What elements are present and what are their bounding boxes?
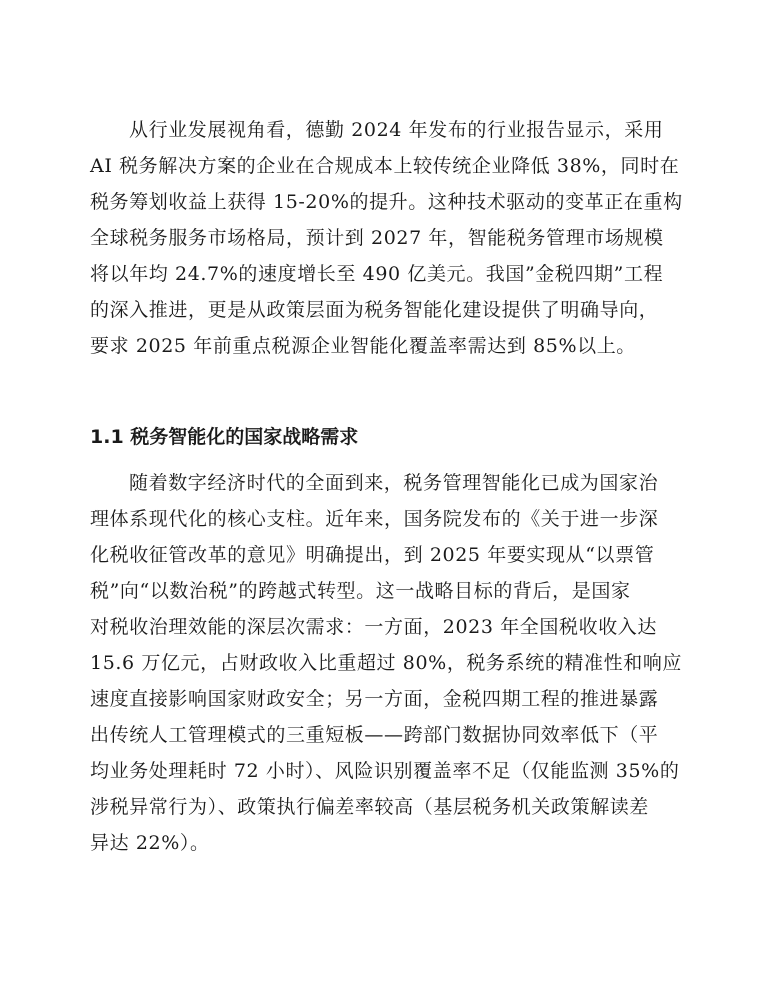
paragraph-2-line: 理体系现代化的核心支柱。近年来，国务院发布的《关于进一步深 [90,508,659,530]
paragraph-2-line: 随着数字经济时代的全面到来，税务管理智能化已成为国家治 [129,472,659,494]
paragraph-2-line: 均业务处理耗时 72 小时）、风险识别覆盖率不足（仅能监测 35%的 [90,760,680,782]
paragraph-2-line: 异达 22%）。 [90,832,210,854]
paragraph-2-line: 15.6 万亿元，占财政收入比重超过 80%，税务系统的精准性和响应 [90,652,683,674]
paragraph-1-line: 从行业发展视角看，德勤 2024 年发布的行业报告显示，采用 [129,119,664,141]
paragraph-1-line: 全球税务服务市场格局，预计到 2027 年，智能税务管理市场规模 [90,227,664,249]
paragraph-2-line: 对税收治理效能的深层次需求：一方面，2023 年全国税收收入达 [90,616,657,638]
paragraph-2-line: 涉税异常行为）、政策执行偏差率较高（基层税务机关政策解读差 [90,796,649,818]
paragraph-2-line: 速度直接影响国家财政安全；另一方面，金税四期工程的推进暴露 [90,688,659,710]
paragraph-1-line: 将以年均 24.7%的速度增长至 490 亿美元。我国”金税四期”工程 [90,263,664,285]
paragraph-1-line: AI 税务解决方案的企业在合规成本上较传统企业降低 38%，同时在 [90,155,680,177]
paragraph-2-line: 化税收征管改革的意见》明确提出，到 2025 年要实现从“以票管 [90,544,655,566]
paragraph-1-line: 的深入推进，更是从政策层面为税务智能化建设提供了明确导向， [90,299,659,321]
paragraph-1-line: 要求 2025 年前重点税源企业智能化覆盖率需达到 85%以上。 [90,335,636,357]
paragraph-1-line: 税务筹划收益上获得 15-20%的提升。这种技术驱动的变革正在重构 [90,191,683,213]
paragraph-2-line: 税”向“以数治税”的跨越式转型。这一战略目标的背后，是国家 [90,580,631,602]
section-heading: 1.1 税务智能化的国家战略需求 [90,426,359,448]
paragraph-2-line: 出传统人工管理模式的三重短板——跨部门数据协同效率低下（平 [90,724,659,746]
